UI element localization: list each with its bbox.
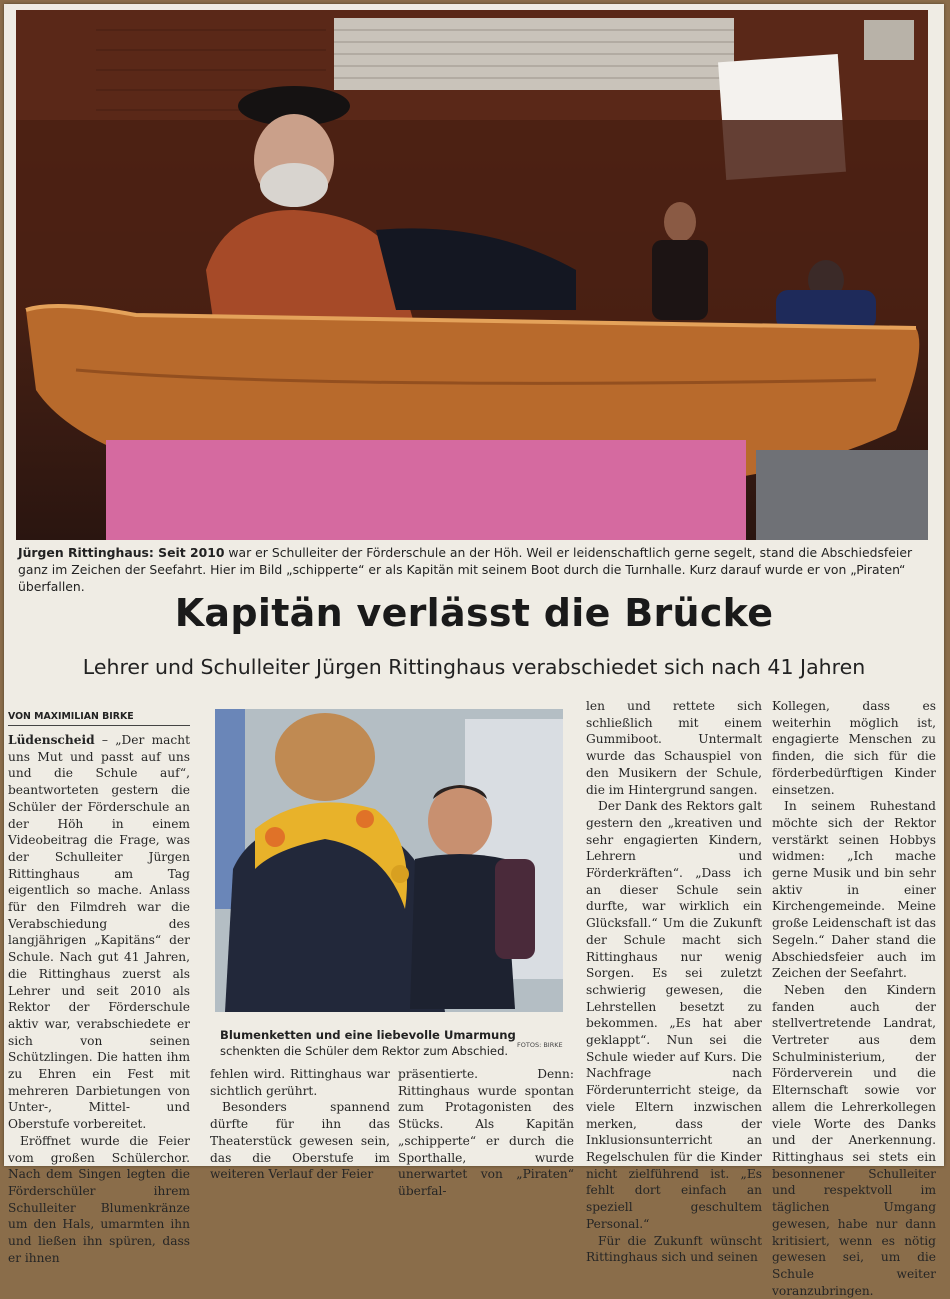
paragraph: Für die Zukunft wünscht Rittinghaus sich und seinen: [586, 1233, 762, 1265]
secondary-photo: [215, 709, 563, 1012]
article-column-1: [8, 732, 190, 1267]
article-column-2: [210, 1066, 390, 1183]
newspaper-clipping: [4, 4, 944, 1298]
paragraph: präsentierte. Denn: Rittinghaus wurde spontan zum Protagonisten des Stücks. Als Kapitän „schipperte“ er durch die Sporthalle, wurde unerwartet von „Piraten“ überfal-: [398, 1067, 574, 1198]
main-photo-illustration: [16, 10, 928, 540]
secondary-caption-lead: Blumenketten und eine liebevolle Umarmung: [220, 1028, 516, 1042]
photo-credit: FOTOS: BIRKE: [517, 1041, 563, 1049]
main-photo-caption: [18, 544, 934, 595]
paragraph-text: – „Der macht uns Mut und passt auf uns und die Schule auf“, beantworteten gestern die Schüler der Förderschule an der Höh in einem Videobeitrag die Frage, was der Schulleiter Jürgen Rittinghaus am Tag eigentlich so mache. Anlass für den Filmdreh war die Verabschiedung des langjährigen „Kapitäns“ der Schule. Nach gut 41 Jahren, die Rittinghaus zuerst als Lehrer und seit 2010 als Rektor der Förderschule aktiv war, verabschiedete er sich von seinen Schützlingen. Die hatten ihm zu Ehren ein Fest mit mehreren Darbietungen von Unter-, Mittel- und Oberstufe vorbereitet.: [8, 733, 190, 1132]
main-caption-lead: Jürgen Rittinghaus: Seit 2010: [18, 545, 225, 560]
article-column-4: [586, 698, 762, 1266]
paragraph: Besonders spannend dürfte für ihn das Theaterstück gewesen sein, das die Oberstufe im weiteren Verlauf der Feier: [210, 1100, 390, 1182]
secondary-caption-text: schenkten die Schüler dem Rektor zum Abschied.: [220, 1043, 509, 1058]
secondary-photo-illustration: [215, 709, 563, 1012]
byline: VON MAXIMILIAN BIRKE: [8, 711, 190, 726]
paragraph: fehlen wird. Rittinghaus war sichtlich gerührt.: [210, 1067, 390, 1098]
paragraph: Eröffnet wurde die Feier vom großen Schülerchor. Nach dem Singen legten die Förderschüler ihrem Schulleiter Blumenkränze um den Hals, umarmten ihn und ließen ihn spüren, dass er ihnen: [8, 1133, 190, 1265]
article-column-3: [398, 1066, 574, 1200]
paragraph: [8, 732, 190, 1133]
secondary-photo-caption: [220, 1028, 564, 1059]
headline: Kapitän verlässt die Brücke: [174, 591, 774, 635]
paragraph: Neben den Kindern fanden auch der stellvertretende Landrat, Vertreter aus dem Schulministerium, der Förderverein und die Elternschaft sowie vor allem die Lehrerkollegen viele Worte des Danks und der Anerkennung. Rittinghaus sei stets ein besonnener Schulleiter und respektvoll im täglichen Umgang gewesen, habe nur dann kritisiert, wenn es nötig gewesen sei, um die Schule weiter voranzubringen.: [772, 982, 936, 1298]
main-caption-text: war er Schulleiter der Förderschule an der Höh. Weil er leidenschaftlich gerne segelt, stand die Abschiedsfeier ganz im Zeichen der Seefahrt. Hier im Bild „schipperte“ er als Kapitän mit seinem Boot durch die Turnhalle. Kurz darauf wurde er von „Piraten“ überfallen.: [18, 545, 913, 594]
paragraph: Der Dank des Rektors galt gestern den „kreativen und sehr engagierten Kindern, Lehrern und Förderkräften“. „Dass ich an dieser Schule sein durfte, war wirklich ein Glücksfall.“ Um die Zukunft der Schule macht sich Rittinghaus nur wenig Sorgen. Es sei zuletzt schwierig gewesen, die Lehrstellen besetzt zu bekommen. „Es hat aber geklappt“. Nun sei die Schule wieder auf Kurs. Die Nachfrage nach Förderunterricht steige, da viele Eltern inzwischen merken, dass der Inklusionsunterricht an Regelschulen für die Kinder nicht zielführend ist. „Es fehlt dort einfach an speziell geschultem Personal.“: [586, 799, 762, 1231]
article-column-5: [772, 698, 936, 1299]
subheadline: Lehrer und Schulleiter Jürgen Rittinghaus verabschiedet sich nach 41 Jahren: [82, 655, 866, 679]
paragraph: Kollegen, dass es weiterhin möglich ist, engagierte Menschen zu finden, die sich für die förderbedürftigen Kinder einsetzen.: [772, 699, 936, 797]
paragraph: len und rettete sich schließlich mit einem Gummiboot. Untermalt wurde das Schauspiel von den Musikern der Schule, die im Hintergrund sangen.: [586, 699, 762, 797]
paragraph: In seinem Ruhestand möchte sich der Rektor verstärkt seinen Hobbys widmen: „Ich mache gerne Musik und bin sehr aktiv in einer Kirchengemeinde. Meine große Leidenschaft ist das Segeln.“ Daher stand die Abschiedsfeier auch im Zeichen der Seefahrt.: [772, 799, 936, 981]
main-photo: [16, 10, 928, 540]
dateline-place: Lüdenscheid: [8, 733, 95, 747]
